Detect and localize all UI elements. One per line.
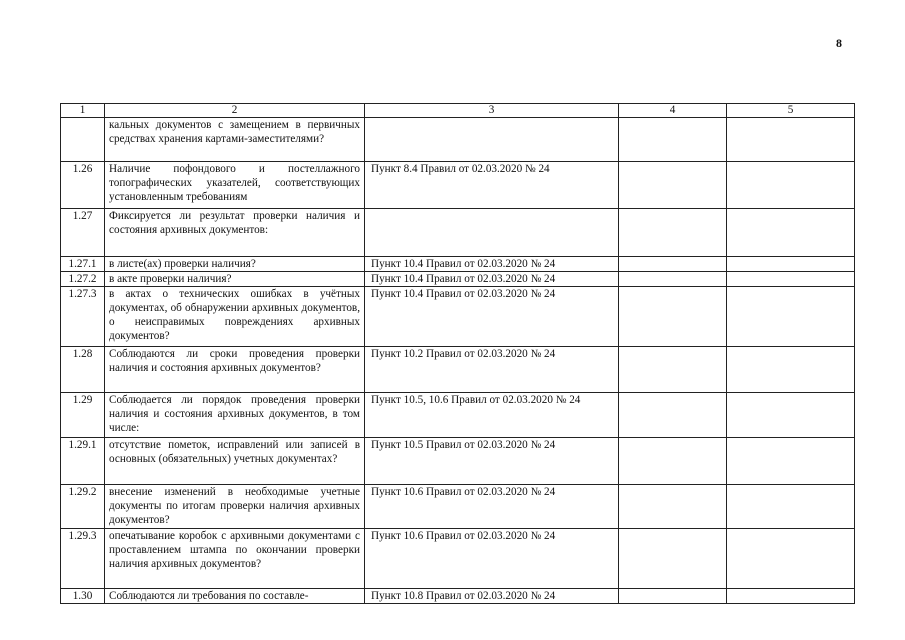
row-question: в акте проверки наличия?: [105, 272, 365, 287]
row-col4: [619, 347, 727, 393]
row-col5: [727, 438, 855, 485]
row-reference: Пункт 10.6 Правил от 02.03.2020 № 24: [365, 485, 619, 529]
row-number: 1.28: [61, 347, 105, 393]
column-header: 1: [61, 104, 105, 118]
row-col4: [619, 485, 727, 529]
row-question: кальных документов с замещением в первичных средствах хранения картами-заместителями?: [105, 118, 365, 162]
row-col5: [727, 529, 855, 589]
page-number: 8: [836, 36, 842, 50]
row-question: в актах о технических ошибках в учётных документах, об обнаружении архивных документов, о неисправимых повреждениях архивных документов?: [105, 287, 365, 347]
column-header: 3: [365, 104, 619, 118]
row-col4: [619, 589, 727, 604]
row-number: 1.29.1: [61, 438, 105, 485]
row-col5: [727, 209, 855, 257]
row-col4: [619, 393, 727, 438]
row-number: 1.27.2: [61, 272, 105, 287]
table-row: [61, 287, 855, 347]
row-col5: [727, 347, 855, 393]
row-reference: Пункт 10.5, 10.6 Правил от 02.03.2020 № 24: [365, 393, 619, 438]
table-row: [61, 118, 855, 162]
row-question: Фиксируется ли результат проверки наличия и состояния архивных документов:: [105, 209, 365, 257]
row-number: 1.27.3: [61, 287, 105, 347]
table-row: [61, 257, 855, 272]
row-question: Соблюдается ли порядок проведения проверки наличия и состояния архивных документов, в том числе:: [105, 393, 365, 438]
row-col4: [619, 529, 727, 589]
table-header-row: [61, 104, 855, 118]
row-reference: Пункт 10.8 Правил от 02.03.2020 № 24: [365, 589, 619, 604]
row-col5: [727, 485, 855, 529]
row-col5: [727, 257, 855, 272]
table-row: [61, 485, 855, 529]
row-question: внесение изменений в необходимые учетные документы по итогам проверки наличия архивных документов?: [105, 485, 365, 529]
row-question: Соблюдаются ли требования по составле-: [105, 589, 365, 604]
table-row: [61, 162, 855, 209]
row-col4: [619, 162, 727, 209]
row-col4: [619, 209, 727, 257]
column-header: 5: [727, 104, 855, 118]
row-col4: [619, 438, 727, 485]
row-number: 1.27.1: [61, 257, 105, 272]
row-col4: [619, 257, 727, 272]
row-col5: [727, 118, 855, 162]
row-reference: Пункт 10.2 Правил от 02.03.2020 № 24: [365, 347, 619, 393]
row-col5: [727, 393, 855, 438]
row-number: [61, 118, 105, 162]
row-question: опечатывание коробок с архивными документами с проставлением штампа по окончании проверки наличия архивных документов?: [105, 529, 365, 589]
row-col4: [619, 287, 727, 347]
row-col4: [619, 272, 727, 287]
row-reference: Пункт 10.6 Правил от 02.03.2020 № 24: [365, 529, 619, 589]
inspection-table: [60, 103, 855, 604]
row-reference: Пункт 10.4 Правил от 02.03.2020 № 24: [365, 272, 619, 287]
row-col5: [727, 589, 855, 604]
row-reference: [365, 209, 619, 257]
row-question: Наличие пофондового и постеллажного топографических указателей, соответствующих установленным требованиям: [105, 162, 365, 209]
row-number: 1.29: [61, 393, 105, 438]
table-row: [61, 347, 855, 393]
column-header: 2: [105, 104, 365, 118]
row-reference: Пункт 8.4 Правил от 02.03.2020 № 24: [365, 162, 619, 209]
row-question: в листе(ах) проверки наличия?: [105, 257, 365, 272]
row-reference: Пункт 10.4 Правил от 02.03.2020 № 24: [365, 257, 619, 272]
table-row: [61, 272, 855, 287]
row-number: 1.29.2: [61, 485, 105, 529]
row-col5: [727, 272, 855, 287]
row-col5: [727, 162, 855, 209]
row-question: отсутствие пометок, исправлений или записей в основных (обязательных) учетных документах?: [105, 438, 365, 485]
row-number: 1.27: [61, 209, 105, 257]
table-row: [61, 209, 855, 257]
row-reference: Пункт 10.5 Правил от 02.03.2020 № 24: [365, 438, 619, 485]
table-row: [61, 529, 855, 589]
row-number: 1.29.3: [61, 529, 105, 589]
table-row: [61, 589, 855, 604]
row-reference: Пункт 10.4 Правил от 02.03.2020 № 24: [365, 287, 619, 347]
row-reference: [365, 118, 619, 162]
column-header: 4: [619, 104, 727, 118]
row-col4: [619, 118, 727, 162]
table-row: [61, 438, 855, 485]
row-number: 1.30: [61, 589, 105, 604]
row-number: 1.26: [61, 162, 105, 209]
table-row: [61, 393, 855, 438]
row-col5: [727, 287, 855, 347]
row-question: Соблюдаются ли сроки проведения проверки наличия и состояния архивных документов?: [105, 347, 365, 393]
